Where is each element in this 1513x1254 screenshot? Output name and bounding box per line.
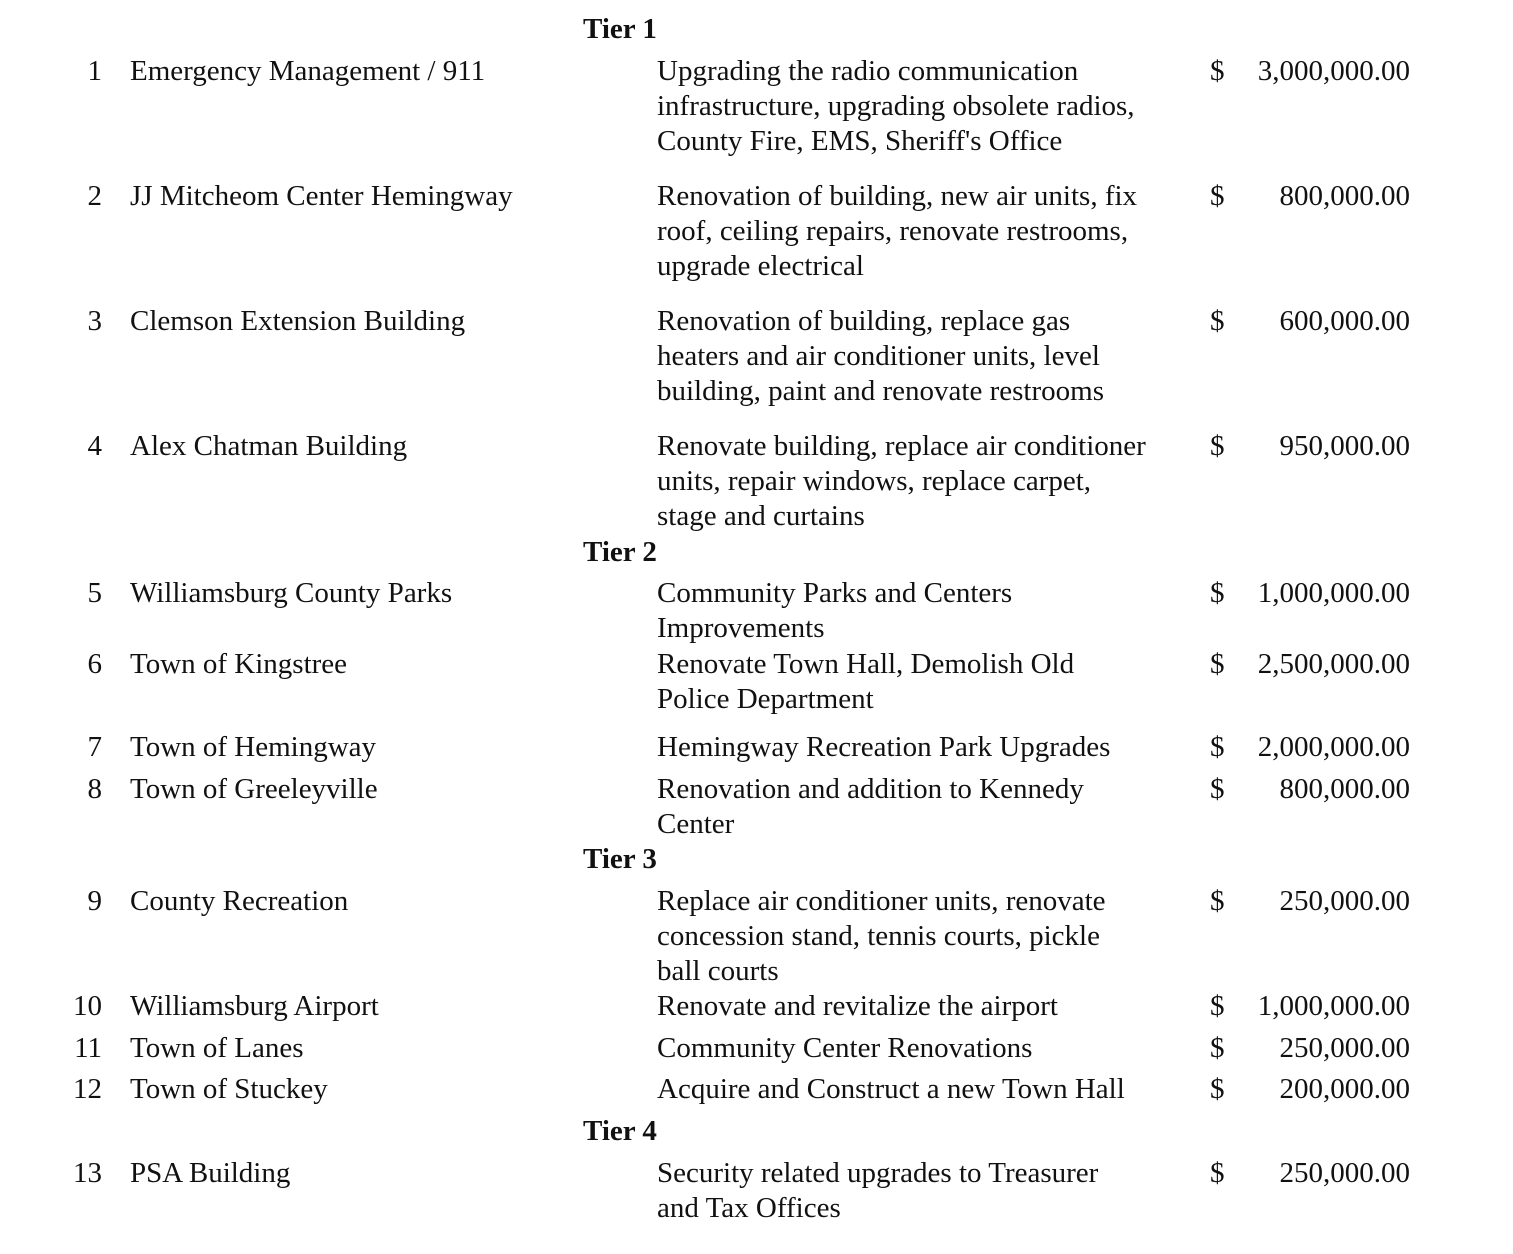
project-name: Town of Kingstree bbox=[130, 648, 348, 680]
description-line: Security related upgrades to Treasurer bbox=[657, 1157, 1099, 1189]
project-amount: 800,000.00 bbox=[1279, 180, 1410, 212]
project-number: 9 bbox=[87, 885, 102, 917]
project-number: 1 bbox=[87, 55, 102, 87]
description-line: and Tax Offices bbox=[657, 1192, 841, 1224]
project-description bbox=[657, 647, 1197, 717]
project-number: 7 bbox=[87, 731, 102, 763]
project-amount: 200,000.00 bbox=[1279, 1073, 1410, 1105]
description-line: building, paint and renovate restrooms bbox=[657, 375, 1104, 407]
description-line: Improvements bbox=[657, 612, 825, 644]
currency-symbol: $ bbox=[1210, 1157, 1225, 1189]
project-number: 5 bbox=[87, 577, 102, 609]
project-description bbox=[657, 304, 1197, 409]
description-line: ball courts bbox=[657, 955, 779, 987]
description-line: roof, ceiling repairs, renovate restrooms, bbox=[657, 215, 1129, 247]
description-line: Upgrading the radio communication bbox=[657, 55, 1079, 87]
project-number: 4 bbox=[87, 430, 102, 462]
project-description bbox=[657, 1156, 1197, 1226]
description-line: concession stand, tennis courts, pickle bbox=[657, 920, 1100, 952]
project-name: Williamsburg Airport bbox=[130, 990, 379, 1022]
description-line: County Fire, EMS, Sheriff's Office bbox=[657, 125, 1063, 157]
currency-symbol: $ bbox=[1210, 1032, 1225, 1064]
project-number: 8 bbox=[87, 773, 102, 805]
project-amount: 1,000,000.00 bbox=[1257, 577, 1410, 609]
currency-symbol: $ bbox=[1210, 577, 1225, 609]
project-number: 3 bbox=[87, 305, 102, 337]
description-line: heaters and air conditioner units, level bbox=[657, 340, 1100, 372]
description-line: Center bbox=[657, 808, 735, 840]
currency-symbol: $ bbox=[1210, 1073, 1225, 1105]
project-description bbox=[657, 576, 1197, 646]
tier-heading: Tier 1 bbox=[583, 13, 657, 45]
project-amount: 250,000.00 bbox=[1279, 1032, 1410, 1064]
description-line: Community Parks and Centers bbox=[657, 577, 1013, 609]
project-description bbox=[657, 772, 1197, 842]
project-description bbox=[657, 429, 1197, 534]
project-description bbox=[657, 884, 1197, 989]
description-line: units, repair windows, replace carpet, bbox=[657, 465, 1092, 497]
project-name: Emergency Management / 911 bbox=[130, 55, 486, 87]
currency-symbol: $ bbox=[1210, 990, 1225, 1022]
currency-symbol: $ bbox=[1210, 648, 1225, 680]
project-amount: 600,000.00 bbox=[1279, 305, 1410, 337]
project-description bbox=[657, 730, 1197, 765]
project-number: 11 bbox=[74, 1032, 102, 1064]
project-description bbox=[657, 989, 1197, 1024]
project-name: County Recreation bbox=[130, 885, 349, 917]
project-description bbox=[657, 54, 1197, 159]
project-description bbox=[657, 1031, 1197, 1066]
currency-symbol: $ bbox=[1210, 731, 1225, 763]
project-number: 6 bbox=[87, 648, 102, 680]
project-name: Town of Hemingway bbox=[130, 731, 377, 763]
description-line: Renovate Town Hall, Demolish Old bbox=[657, 648, 1075, 680]
description-line: Acquire and Construct a new Town Hall bbox=[657, 1073, 1125, 1105]
description-line: Replace air conditioner units, renovate bbox=[657, 885, 1106, 917]
tier-heading: Tier 3 bbox=[583, 843, 657, 875]
project-name: JJ Mitcheom Center Hemingway bbox=[130, 180, 513, 212]
project-amount: 3,000,000.00 bbox=[1257, 55, 1410, 87]
currency-symbol: $ bbox=[1210, 55, 1225, 87]
currency-symbol: $ bbox=[1210, 773, 1225, 805]
description-line: Renovate building, replace air conditioner bbox=[657, 430, 1146, 462]
currency-symbol: $ bbox=[1210, 885, 1225, 917]
project-name: Alex Chatman Building bbox=[130, 430, 408, 462]
description-line: infrastructure, upgrading obsolete radios, bbox=[657, 90, 1135, 122]
description-line: Renovation of building, replace gas bbox=[657, 305, 1071, 337]
project-amount: 1,000,000.00 bbox=[1257, 990, 1410, 1022]
description-line: Community Center Renovations bbox=[657, 1032, 1033, 1064]
description-line: Renovation of building, new air units, fix bbox=[657, 180, 1138, 212]
description-line: Renovation and addition to Kennedy bbox=[657, 773, 1084, 805]
project-amount: 2,500,000.00 bbox=[1257, 648, 1410, 680]
project-number: 13 bbox=[73, 1157, 102, 1189]
project-description bbox=[657, 1072, 1197, 1107]
project-name: Town of Stuckey bbox=[130, 1073, 328, 1105]
project-amount: 250,000.00 bbox=[1279, 1157, 1410, 1189]
description-line: stage and curtains bbox=[657, 500, 865, 532]
project-name: Town of Greeleyville bbox=[130, 773, 378, 805]
project-name: PSA Building bbox=[130, 1157, 291, 1189]
project-amount: 2,000,000.00 bbox=[1257, 731, 1410, 763]
description-line: Hemingway Recreation Park Upgrades bbox=[657, 731, 1111, 763]
currency-symbol: $ bbox=[1210, 180, 1225, 212]
project-name: Williamsburg County Parks bbox=[130, 577, 453, 609]
project-number: 2 bbox=[87, 180, 102, 212]
currency-symbol: $ bbox=[1210, 305, 1225, 337]
project-amount: 800,000.00 bbox=[1279, 773, 1410, 805]
project-name: Town of Lanes bbox=[130, 1032, 304, 1064]
project-number: 12 bbox=[73, 1073, 102, 1105]
project-name: Clemson Extension Building bbox=[130, 305, 466, 337]
tier-heading: Tier 4 bbox=[583, 1115, 657, 1147]
description-line: upgrade electrical bbox=[657, 250, 864, 282]
project-amount: 950,000.00 bbox=[1279, 430, 1410, 462]
project-number: 10 bbox=[73, 990, 102, 1022]
project-description bbox=[657, 179, 1197, 284]
description-line: Renovate and revitalize the airport bbox=[657, 990, 1058, 1022]
tier-heading: Tier 2 bbox=[583, 536, 657, 568]
currency-symbol: $ bbox=[1210, 430, 1225, 462]
description-line: Police Department bbox=[657, 683, 874, 715]
project-amount: 250,000.00 bbox=[1279, 885, 1410, 917]
